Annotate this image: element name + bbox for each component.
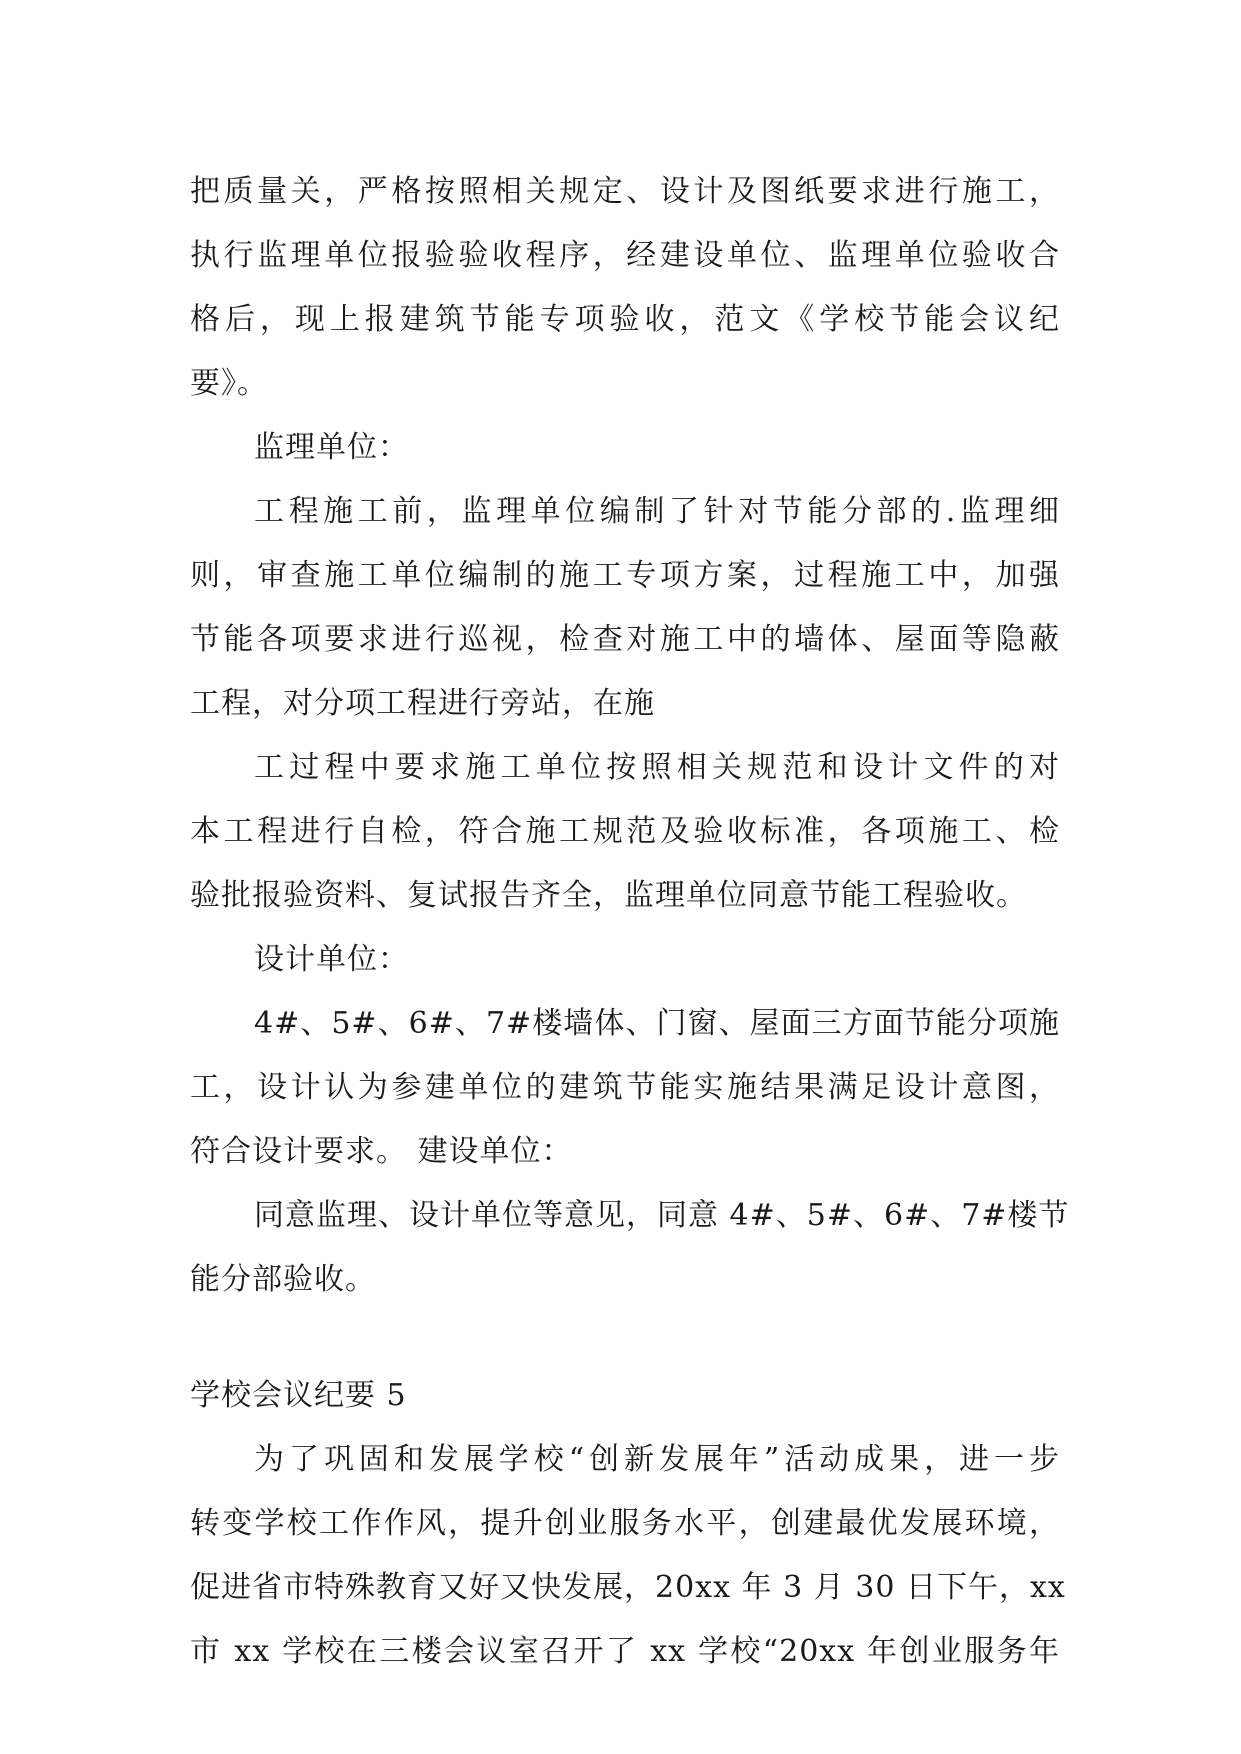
text-line: 市 xx 学校在三楼会议室召开了 xx 学校“20xx 年创业服务年 — [190, 1634, 1060, 1669]
text-line: 要》。 — [190, 366, 268, 401]
text-line: 本工程进行自检，符合施工规范及验收标准，各项施工、检 — [190, 814, 1060, 849]
paragraph-supervision-label — [190, 416, 1060, 480]
paragraph-construction-process — [190, 736, 1060, 928]
text-line: 格后，现上报建筑节能专项验收，范文《学校节能会议纪 — [190, 302, 1060, 337]
text-line: 把质量关，严格按照相关规定、设计及图纸要求进行施工， — [190, 174, 1060, 209]
paragraph-supervision-body — [190, 480, 1060, 736]
text-line: 工程，对分项工程进行旁站，在施 — [190, 686, 655, 721]
text-line: 为了巩固和发展学校“创新发展年”活动成果，进一步 — [254, 1442, 1060, 1477]
text-line: 转变学校工作作风，提升创业服务水平，创建最优发展环境， — [190, 1506, 1060, 1541]
paragraph-construction-agreement — [190, 1184, 1070, 1312]
text-line: 促进省市特殊教育又好又快发展，20xx 年 3 月 30 日下午，xx — [190, 1570, 1066, 1605]
text-line: 执行监理单位报验验收程序，经建设单位、监理单位验收合 — [190, 238, 1060, 273]
text-line: 4#、5#、6#、7#楼墙体、门窗、屋面三方面节能分项施 — [254, 1006, 1060, 1041]
paragraph-quality-control — [190, 160, 1060, 416]
section-heading: 学校会议纪要 5 — [190, 1378, 407, 1413]
document-body — [190, 160, 1070, 1684]
text-line: 工程施工前，监理单位编制了针对节能分部的.监理细 — [254, 494, 1060, 529]
text-line: 能分部验收。 — [190, 1262, 376, 1297]
text-line: 同意监理、设计单位等意见，同意 4#、5#、6#、7#楼节 — [254, 1198, 1070, 1233]
text-line: 节能各项要求进行巡视，检查对施工中的墙体、屋面等隐蔽 — [190, 622, 1060, 657]
text-line: 验批报验资料、复试报告齐全，监理单位同意节能工程验收。 — [190, 878, 1027, 913]
text-line: 监理单位： — [254, 430, 409, 465]
text-line: 设计单位： — [254, 942, 409, 977]
text-line: 工，设计认为参建单位的建筑节能实施结果满足设计意图， — [190, 1070, 1060, 1105]
paragraph-design-label — [190, 928, 1060, 992]
text-line: 符合设计要求。 建设单位： — [190, 1134, 573, 1169]
text-line: 则，审查施工单位编制的施工专项方案，过程施工中，加强 — [190, 558, 1060, 593]
section-gap — [190, 1312, 1060, 1364]
text-line: 工过程中要求施工单位按照相关规范和设计文件的对 — [254, 750, 1060, 785]
paragraph-meeting-intro — [190, 1428, 1066, 1684]
paragraph-design-body — [190, 992, 1060, 1184]
